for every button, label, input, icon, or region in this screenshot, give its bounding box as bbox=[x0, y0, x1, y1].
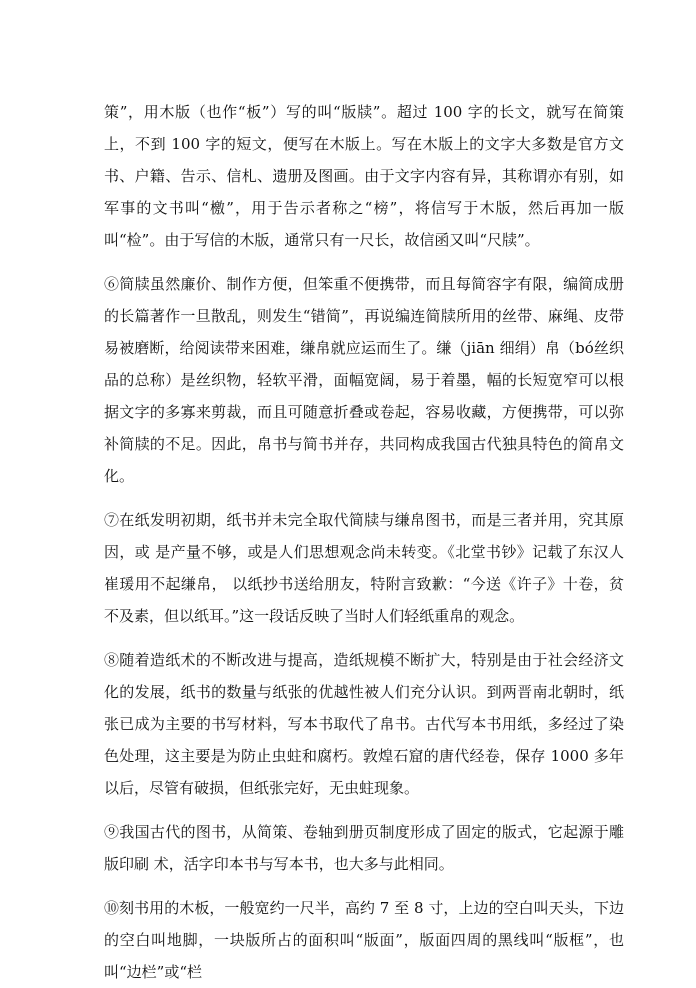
paragraph-6: ⑥简牍虽然廉价、制作方便，但笨重不便携带，而且每简容字有限，编简成册的长篇著作一旦散乱，则发生“错简”，再说编连简牍所用的丝带、麻绳、皮带易被磨断，给阅读带来困难，缣帛就应运而生了。缣（jiān 细绢）帛（bó丝织品的总称）是丝织物，轻软平滑，面幅宽阔，易于着墨，幅的长短宽窄可以根据文字的多寡来剪裁，而且可随意折叠或卷起，容易收藏，方便携带，可以弥补简牍的不足。因此，帛书与简书并存，共同构成我国古代独具特色的简帛文化。 bbox=[104, 275, 624, 485]
paragraph-7: ⑦在纸发明初期，纸书并未完全取代简牍与缣帛图书，而是三者并用，究其原因，或 是产量不够，或是人们思想观念尚未转变。《北堂书钞》记载了东汉人崔瑗用不起缣帛， 以纸抄书送给朋友，特附言致歉：“今送《许子》十卷，贫不及素，但以纸耳。”这一段话反映了当时人们轻纸重帛的观念。 bbox=[104, 511, 624, 625]
paragraph-continued: 策”，用木版（也作“板”）写的叫“版牍”。超过 100 字的长文，就写在简策上，不到 100 字的短文，便写在木版上。写在木版上的文字大多数是官方文书、户籍、告示、信札、遗册及图画。由于文字内容有异，其称谓亦有别，如军事的文书叫“檄”，用于告示者称之“榜”，将信写于木版，然后再加一版叫“检”。由于写信的木版，通常只有一尺长，故信函又叫“尺牍”。 bbox=[104, 103, 624, 249]
paragraph-10: ⑩刻书用的木板，一般宽约一尺半，高约 7 至 8 寸，上边的空白叫天头，下边的空白叫地脚，一块版所占的面积叫“版面”，版面四周的黑线叫“版框”，也叫“边栏”或“栏 bbox=[104, 899, 624, 981]
paragraph-9: ⑨我国古代的图书，从简策、卷轴到册页制度形成了固定的版式，它起源于雕版印刷 术，活字印本书与写本书，也大多与此相同。 bbox=[104, 823, 624, 873]
paragraph-8: ⑧随着造纸术的不断改进与提高，造纸规模不断扩大，特别是由于社会经济文化的发展，纸书的数量与纸张的优越性被人们充分认识。到两晋南北朝时，纸张已成为主要的书写材料，写本书取代了帛书。古代写本书用纸，多经过了染色处理，这主要是为防止虫蛀和腐朽。敦煌石窟的唐代经卷，保存 1000 多年以后，尽管有破损，但纸张完好，无虫蛀现象。 bbox=[104, 651, 624, 797]
